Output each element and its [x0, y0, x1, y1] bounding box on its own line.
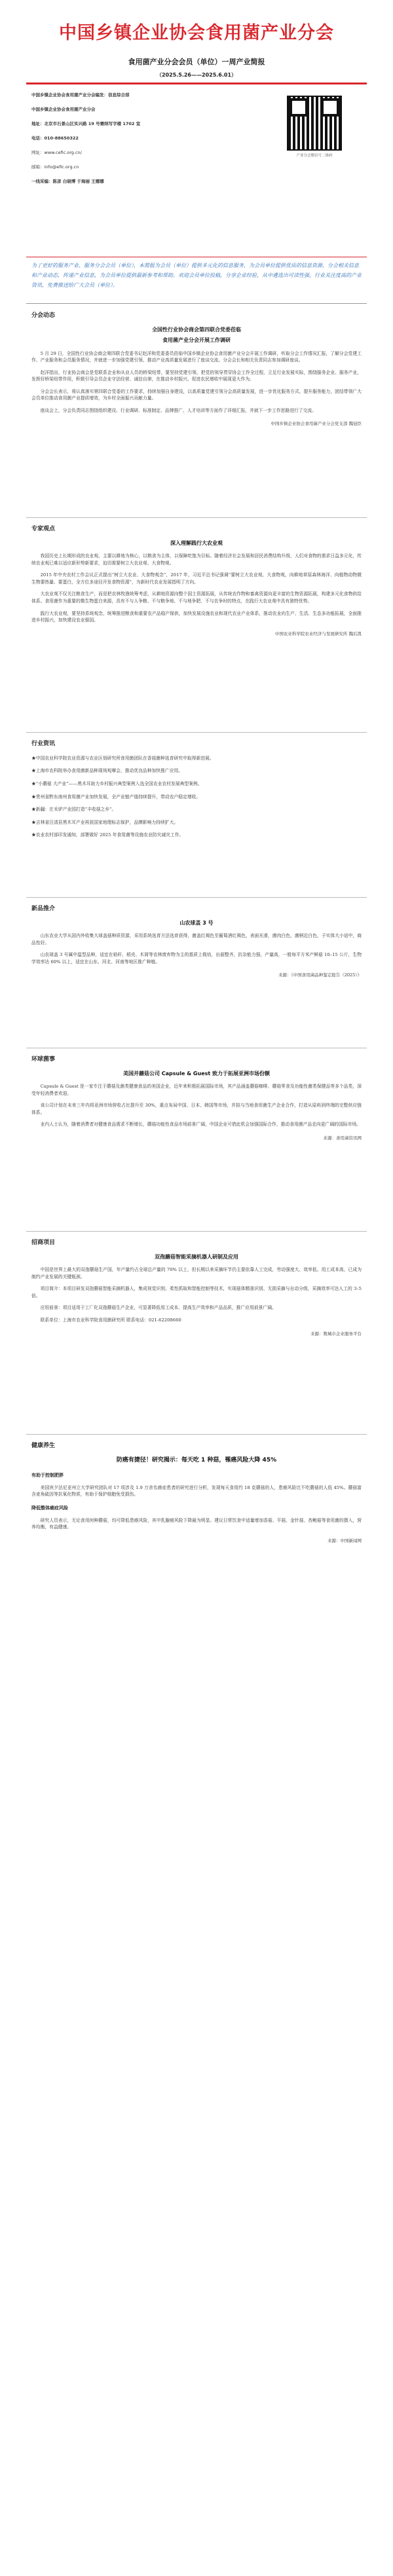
article-title: 深入理解践行大农业观	[170, 540, 223, 546]
divider	[26, 1231, 367, 1232]
section-new-varieties	[31, 905, 362, 979]
news-item[interactable]: ★上海市农科院举办食用菌新品种现场观摩会，推动优良品种加快推广应用。	[31, 768, 183, 774]
masthead-period: （2025.5.26——2025.6.01）	[156, 71, 237, 78]
paragraph: 山农球盖 3 号属中温型品种，适宜在秸秆、稻壳、木屑等农林废弃物为主的基质上栽培，出菇整齐，抗杂能力强，产量高，一般每平方米产鲜菇 10–15 公斤，生物学效率达 60% 以上，适宜在山东、河北、河南等地区推广种植。	[31, 952, 362, 965]
news-item[interactable]: ★吉林省汪清县黑木耳产业再获国家地理标志保护，品牌影响力持续扩大。	[31, 819, 179, 825]
section-heading: 环球菌事	[31, 1056, 56, 1063]
paragraph: 赵洋指出，行业协会商会是党联系企业和从业人员的桥梁纽带，要坚持党建引领，把党的领导贯穿协会工作全过程，立足行业发展实际，围绕服务企业、服务产业，发挥好桥梁纽带作用，积极引导会员企业守法经营、诚信自律，在推动乡村振兴、促进农民增收中展现更大作为。	[31, 369, 362, 382]
subheading: 降低整体癌症风险	[31, 1505, 68, 1511]
article-source: 来源：数城市企业服务平台	[310, 1331, 362, 1336]
section-expert-views	[31, 525, 362, 637]
paragraph: 业内人士认为，随着消费者对健康食品需求不断增长，蘑菇功能性食品市场前景广阔，中国企业可借此机会加强国际合作，推动食用菌产品走向更广阔的国际市场。	[40, 1122, 361, 1128]
paragraph: 美国宾夕法尼亚州立大学研究团队对 17 项涉及 1.9 万余名癌症患者的研究进行分析，发现每天食用约 18 克蘑菇的人，患癌风险比不吃蘑菇的人低 45%。蘑菇富含麦角硫因等抗氧化物质，有助于保护细胞免受损伤。	[31, 1484, 362, 1498]
section-industry-news	[31, 740, 362, 839]
section-global-news	[31, 1056, 362, 1141]
info-email[interactable]: 邮箱：info@efic.org.cn	[31, 164, 79, 170]
article-source: 中国乡镇企业协会食用菌产业分会党支部 魏冠臣	[271, 421, 362, 427]
wechat-qr	[287, 96, 342, 159]
paragraph: 我国历史上长期形成的农业观，主要以耕地为核心，以粮食为主体，以保障吃饱为目标。随着经济社会发展和居民消费结构升级，人们对食物的需求日益多元化，传统农业观已难以适应新形势新要求，迫切需要树立大农业观、大食物观。	[31, 553, 362, 566]
paragraph: 分会会长表示，将认真落实第四联合党委的工作要求，持续加强自身建设，以高质量党建引领分会高质量发展，进一步优化服务方式、提升服务能力，团结带领广大会员单位推动食用菌产业提质增效，为乡村全面振兴贡献力量。	[31, 388, 362, 401]
qr-code-icon	[287, 96, 342, 151]
news-item[interactable]: ★中国农业科学院农业资源与农业区划研究所食用菌团队在香菇菌种选育研究中取得新进展。	[31, 755, 214, 761]
divider	[26, 732, 367, 733]
info-address: 地址：北京市石景山区实兴路 19 号赛纳写字楼 1702 室	[31, 121, 141, 127]
article-source: 中国农业科学院农业经济与发展研究所 魏后凯	[274, 631, 362, 636]
article-title: 双孢蘑菇智能采摘机器人研制及应用	[155, 1253, 238, 1260]
section-heading: 专家观点	[31, 526, 56, 532]
info-reporters: 一线采编：陈彦 白晓博 于海丽 王娜娜	[31, 179, 104, 185]
paragraph: 该公司计划在未来三年内将亚洲市场营收占比提升至 30%，重点布局中国、日本、韩国等市场，并拟与当地食用菌生产企业合作，打造从原料到终端的完整供应链体系。	[31, 1103, 362, 1115]
section-association-news	[31, 312, 362, 428]
divider	[26, 517, 367, 518]
masthead-subtitle: 食用菌产业分会会员（单位）一周产业简报	[128, 57, 265, 66]
section-investment-projects	[31, 1239, 362, 1337]
article-title-line2: 食用菌产业分会开展工作调研	[162, 337, 231, 344]
divider	[26, 1434, 367, 1435]
paragraph: Capsule & Guest 是一家专注于蘑菇及菌类健康食品的美国企业，近年来积极拓展国际市场，其产品涵盖蘑菇咖啡、蘑菇零食及功能性菌类保健品等多个品类，深受年轻消费者欢迎。	[31, 1084, 362, 1096]
section-heading: 分会动态	[31, 312, 56, 319]
article-source: 来源：食用菌资讯网	[323, 1135, 362, 1141]
info-phone: 电话：010-88650322	[31, 136, 79, 141]
divider	[26, 897, 367, 898]
intro-text: 为了更好的服务产业、服务分会会员（单位），本简报为会员（单位）提供多元化的信息服务，为会员单位提供优质的信息资源，分会相关信息和产业动态，传递产业信息，为会员单位提供最新参考和帮助。欢迎会员单位投稿，分享企业经验，从中遴选出可读性强、行业关注度高的产业资讯，免费推送给广大会员（单位）。	[31, 263, 362, 289]
news-item[interactable]: ★贵州省黔东南州食用菌产业加快发展，全产业链产值持续提升，带动农户稳定增收。	[31, 794, 201, 800]
news-item[interactable]: ★新疆：庄禾驴产业园打造“丰收菇之乡”。	[31, 807, 117, 813]
qr-caption: 产业分会微信号二维码	[296, 154, 333, 158]
masthead-title: 中国乡镇企业协会食用菌产业分会	[59, 23, 334, 43]
info-website[interactable]: 网址：www.cefic.org.cn/	[31, 150, 82, 156]
masthead-rule	[26, 83, 367, 84]
article-title: 山农球盖 3 号	[179, 919, 214, 926]
news-item[interactable]: ★农业农村部印发通知，部署做好 2025 年食用菌等设施农业防灾减灾工作。	[31, 832, 184, 838]
section-heading: 健康养生	[31, 1443, 56, 1449]
paragraph: 研究人员表示，无论食用何种蘑菇，均可降低患癌风险，其中乳腺癌风险下降最为明显。建议日常饮食中适量增加香菇、平菇、金针菇、杏鲍菇等食用菌的摄入，营养均衡，有益健康。	[31, 1517, 362, 1530]
section-health	[31, 1442, 362, 1544]
paragraph: 山东农业大学从国内外收集大球盖菇种质资源，采用系统选育方法选育获得，菌盖红褐色至葡萄酒红褐色，表面光滑，菌肉白色，菌柄近白色，子实体大小适中，商品性好。	[31, 933, 362, 946]
section-heading: 招商项目	[31, 1240, 56, 1246]
info-org: 中国乡镇企业协会食用菌产业分会	[31, 107, 96, 113]
paragraph: 大农业观不仅关注粮食生产，而是把农林牧渔统筹考虑，从耕地资源向整个国土资源拓展，从传统农作物和畜禽资源向更丰富的生物资源拓展，构建多元化食物供给体系。食用菌作为重要的微生物蛋白来源，具有不与人争粮、不与粮争地、不与地争肥、不与农争时的特点，在践行大农业观中具有独特优势。	[31, 591, 362, 604]
subheading: 有助于控制肥胖	[31, 1472, 64, 1478]
paragraph: 座谈会上，分会负责同志围绕组织建设、行业调研、标准制定、品牌推广、人才培训等方面作了详细汇报，并就下一步工作思路进行了交流。	[40, 407, 316, 413]
divider-intro	[26, 303, 367, 304]
section-heading: 行业资讯	[31, 741, 56, 747]
news-item[interactable]: ★“小蘑菇 大产业”——黑木耳助力乡村振兴典型案例入选全国农业农村发展典型案例。	[31, 781, 202, 786]
paragraph: 践行大农业观，要坚持系统观念，统筹推进粮食和重要农产品稳产保供，加快发展设施农业和现代农业产业体系，推动农业向生产、生活、生态多功能拓展，全面推进乡村振兴，加快建设农业强国。	[31, 610, 362, 623]
paragraph: 应用前景：项目适用于工厂化双孢蘑菇生产企业，可显著降低用工成本、提高生产效率和产品品质，推广应用前景广阔。	[40, 1305, 276, 1311]
paragraph: 联系单位：上海市农业科学院食用菌研究所 联系电话：021-62208660	[40, 1317, 181, 1323]
info-editor: 中国乡镇企业协会食用菌产业分会编发：信息综合部	[31, 92, 130, 98]
article-title-line1: 全国性行业协会商会第四联合党委莅临	[152, 326, 241, 333]
article-source: 来源：《中国食用菌品种鉴定报告（2025）》	[278, 972, 362, 978]
paragraph: 项目简介：本项目研发双孢蘑菇智能采摘机器人，集成视觉识别、柔性抓取和智能控制等技术，实现菇体精准识别、无损采摘与自动分级，采摘效率可达人工的 3–5 倍。	[31, 1286, 362, 1298]
paragraph: 2015 年中央农村工作会议正式提出“树立大农业、大食物观念”，2017 年，习近平总书记强调“要树立大农业观、大食物观，向耕地草原森林海洋、向植物动物微生物要热量、要蛋白，全方位多途径开发食物资源”，为新时代农业发展指明了方向。	[31, 572, 362, 585]
publisher-info	[31, 92, 248, 193]
article-title: 防癌有捷径！研究揭示：每天吃 1 种菇，罹癌风险大降 45%	[116, 1456, 277, 1463]
section-heading: 新品推介	[31, 906, 56, 912]
paragraph: 5 月 29 日，全国性行业协会商会第四联合党委书记赵洋和党委委员莅临中国乡镇企业协会食用菌产业分会开展工作调研，听取分会工作情况汇报，了解分会党建工作、产业服务和会员服务情况，并就进一步加强党建引领、推动产业高质量发展进行了座谈交流。分会会长和相关负责同志参加调研座谈。	[31, 350, 362, 363]
article-source: 来源：中国新闻网	[328, 1537, 362, 1543]
paragraph: 中国是世界上最大的双孢蘑菇生产国，年产量约占全球总产量的 70% 以上，但长期以来采摘环节仍主要依靠人工完成，劳动强度大、效率低、用工成本高，已成为制约产业发展的关键瓶颈。	[31, 1267, 362, 1279]
article-title: 美国并蘑菇公司 Capsule & Guest 致力于拓展亚洲市场份额	[122, 1070, 270, 1076]
